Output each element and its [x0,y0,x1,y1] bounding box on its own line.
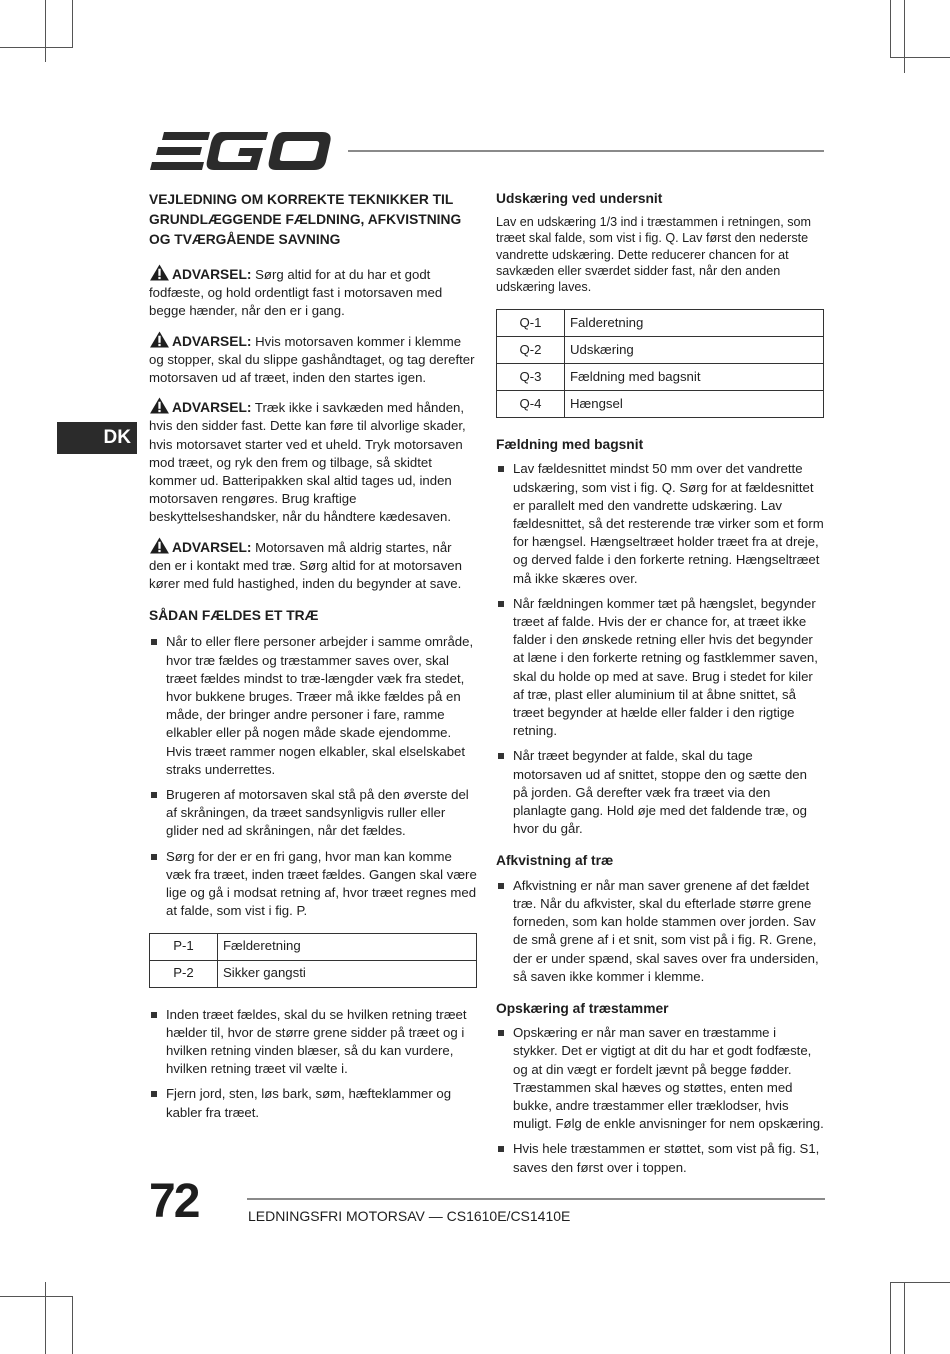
warning-icon [149,397,170,414]
legend-value: Hængsel [565,391,824,418]
table-row [497,337,824,364]
crop-mark [890,1282,891,1354]
legend-table-q [496,309,824,418]
legend-value: Falderetning [565,310,824,337]
right-column [496,190,824,1184]
bullet-list [149,1006,477,1122]
warning-text: Motorsaven må aldrig startes, når den er i kontakt med træ. Sørg altid for at motorsaven kører med fuld hastighed, inden du begynder at save. [149,539,462,592]
warning-icon [149,331,170,348]
legend-key: Q-4 [497,391,565,418]
warning-paragraph [149,537,477,594]
table-row [150,933,477,960]
list-item: Hvis hele træstammen er støttet, som vist på fig. S1, saves den først over i toppen. [496,1140,824,1176]
warning-paragraph [149,397,477,526]
warning-icon [149,264,170,281]
crop-mark [904,1282,905,1354]
warning-text: Sørg altid for at du har et godt fodfæste, og hold ordentligt fast i motorsaven med begge hænder, når den er i gang. [149,267,443,319]
warning-label: ADVARSEL: [172,333,252,349]
section-title: VEJLEDNING OM KORREKTE TEKNIKKER TIL GRUNDLÆGGENDE FÆLDNING, AFKVISTNING OG TVÆRGÅENDE SAVNING [149,192,462,247]
bullet-list [149,633,477,920]
page-number: 72 [149,1175,199,1228]
crop-mark [890,57,950,58]
crop-mark [904,0,905,73]
section-heading: SÅDAN FÆLDES ET TRÆ [149,608,319,624]
ego-logo [150,130,332,172]
crop-mark [890,0,891,58]
crop-mark [0,47,73,48]
table-row [150,960,477,987]
section-heading: Udskæring ved undersnit [496,191,663,206]
list-item: Når træet begynder at falde, skal du tage motorsaven ud af snittet, stoppe den og sætte den på jorden. Gå derefter væk fra træet via den planlagte gang. Hold øje med det faldende træ, og hvor du går. [496,747,824,838]
crop-mark [72,0,73,48]
list-item: Afkvistning er når man saver grenene af det fældet træ. Når du afkvister, skal du efterlade større grene forneden, som kan holde stammen over jorden. Sav de små grene af i et snit, som vist på i fig. R. Grene, der er under spænd, skal saves over fra undersiden, så saven ikke kommer i klemme. [496,877,824,986]
crop-mark [45,1282,46,1354]
footer-rule [247,1198,825,1200]
warning-icon [149,537,170,554]
crop-mark [890,1282,950,1283]
section-heading: Afkvistning af træ [496,853,614,869]
list-item: Inden træet fældes, skal du se hvilken retning træet hælder til, hvor de større grene sidder på træet og i hvilken retning vinden blæser, så du kan vurdere, hvilken retning træet vil vælte i. [149,1006,477,1079]
list-item: Opskæring er når man saver en træstamme i stykker. Det er vigtigt at dit du har et godt fodfæste, og at din vægt er fordelt jævnt på begge fødder. Træstammen skal hæves og støttes, enten med bukke, andre træstammer eller træklodser, hvis muligt. Følg de enkle anvisninger for nem opskæring. [496,1024,824,1133]
left-column [149,190,477,1129]
legend-value: Fældning med bagsnit [565,364,824,391]
legend-key: Q-3 [497,364,565,391]
table-row [497,310,824,337]
legend-value: Sikker gangsti [218,960,477,987]
bullet-list [496,460,824,838]
crop-mark [45,0,46,62]
table-row [497,364,824,391]
warning-label: ADVARSEL: [172,400,252,416]
list-item: Brugeren af motorsaven skal stå på den øverste del af skråningen, da træet sandsynligvis ruller eller glider ned ad skråningen, når det fældes. [149,786,477,841]
warning-label: ADVARSEL: [172,539,252,555]
table-row [497,391,824,418]
list-item: Når fældningen kommer tæt på hængslet, begynder træet af falde. Hvis der er chance for, at træet ikke falder i den ønskede retning eller hvis det begynder at læne i den forkerte retning og fastklemmer saven, skal du holde op med at save. Brug i stedet for kiler af træ, plast eller aluminium til at åbne snittet, så træet begynder at hælde eller falder i den rigtige retning. [496,595,824,741]
section-heading: Opskæring af træstammer [496,1000,669,1016]
list-item: Når to eller flere personer arbejder i samme område, hvor træ fældes og træstammer saves over, skal træet fældes mindst to træ-længder væk fra stedet, hvor bukkene bruges. Træer må ikke fældes på en måde, der bringer andre personer i fare, ramme elkabler eller på nogen måde skade ejendomme. Hvis træet rammer nogen elkabler, skal elselskabet straks underrettes. [149,633,477,779]
paragraph: Lav en udskæring 1/3 ind i træstammen i retningen, som træet skal falde, som vist i fig. Q. Lav først den nederste vandrette udskæring. Dette reducerer chancen for at savkæden eller sværdet sidder fast, når den anden udskæring laves. [496,215,811,295]
crop-mark [72,1296,73,1354]
legend-value: Fælderetning [218,933,477,960]
legend-key: P-1 [150,933,218,960]
warning-label: ADVARSEL: [172,267,252,282]
section-heading: Fældning med bagsnit [496,437,644,453]
legend-key: P-2 [150,960,218,987]
legend-key: Q-1 [497,310,565,337]
list-item: Sørg for der er en fri gang, hvor man kan komme væk fra træet, inden træet fældes. Gangen skal være lige og gå i modsat retning af, hvor træet regnes med at falde, som vist i fig. P. [149,848,477,921]
warning-text: Hvis motorsaven kommer i klemme og stopper, skal du slippe gashåndtaget, og tag derefter motorsaven ud af træet, inden den startes igen. [149,333,475,386]
warning-paragraph [149,331,477,388]
crop-mark [0,1296,73,1297]
language-tab: DK [57,422,137,454]
legend-key: Q-2 [497,337,565,364]
bullet-list [496,877,824,986]
warning-text: Træk ikke i savkæden med hånden, hvis den sidder fast. Dette kan føre til alvorlige skader, hvis motorsavet starter ved et uheld. Tryk motorsaven mod træet, og ryk den frem og tilbage, så skidtet kommer ud. Batteripakken skal altid tages ud, inden motorsaven rengøres. Brug kraftige beskyttelseshandsker, når du håndtere kædesaven. [149,400,466,525]
header-rule [348,150,824,152]
footer-product-title: LEDNINGSFRI MOTORSAV — CS1610E/CS1410E [248,1208,571,1224]
warning-paragraph [149,264,477,321]
list-item: Lav fældesnittet mindst 50 mm over det vandrette udskæring, som vist i fig. Q. Sørg for at fældesnittet er parallelt med den vandrette udskæring. Lav fældesnittet, så det resterende træ virker som et form for hængsel. Hængseltræet holder træet fra at dreje, og derved falde i den forkerte retning. Hængseltræet må ikke skæres over. [496,460,824,587]
legend-value: Udskæring [565,337,824,364]
bullet-list [496,1024,824,1177]
legend-table-p [149,933,477,988]
list-item: Fjern jord, sten, løs bark, søm, hæfteklammer og kabler fra træet. [149,1085,477,1121]
